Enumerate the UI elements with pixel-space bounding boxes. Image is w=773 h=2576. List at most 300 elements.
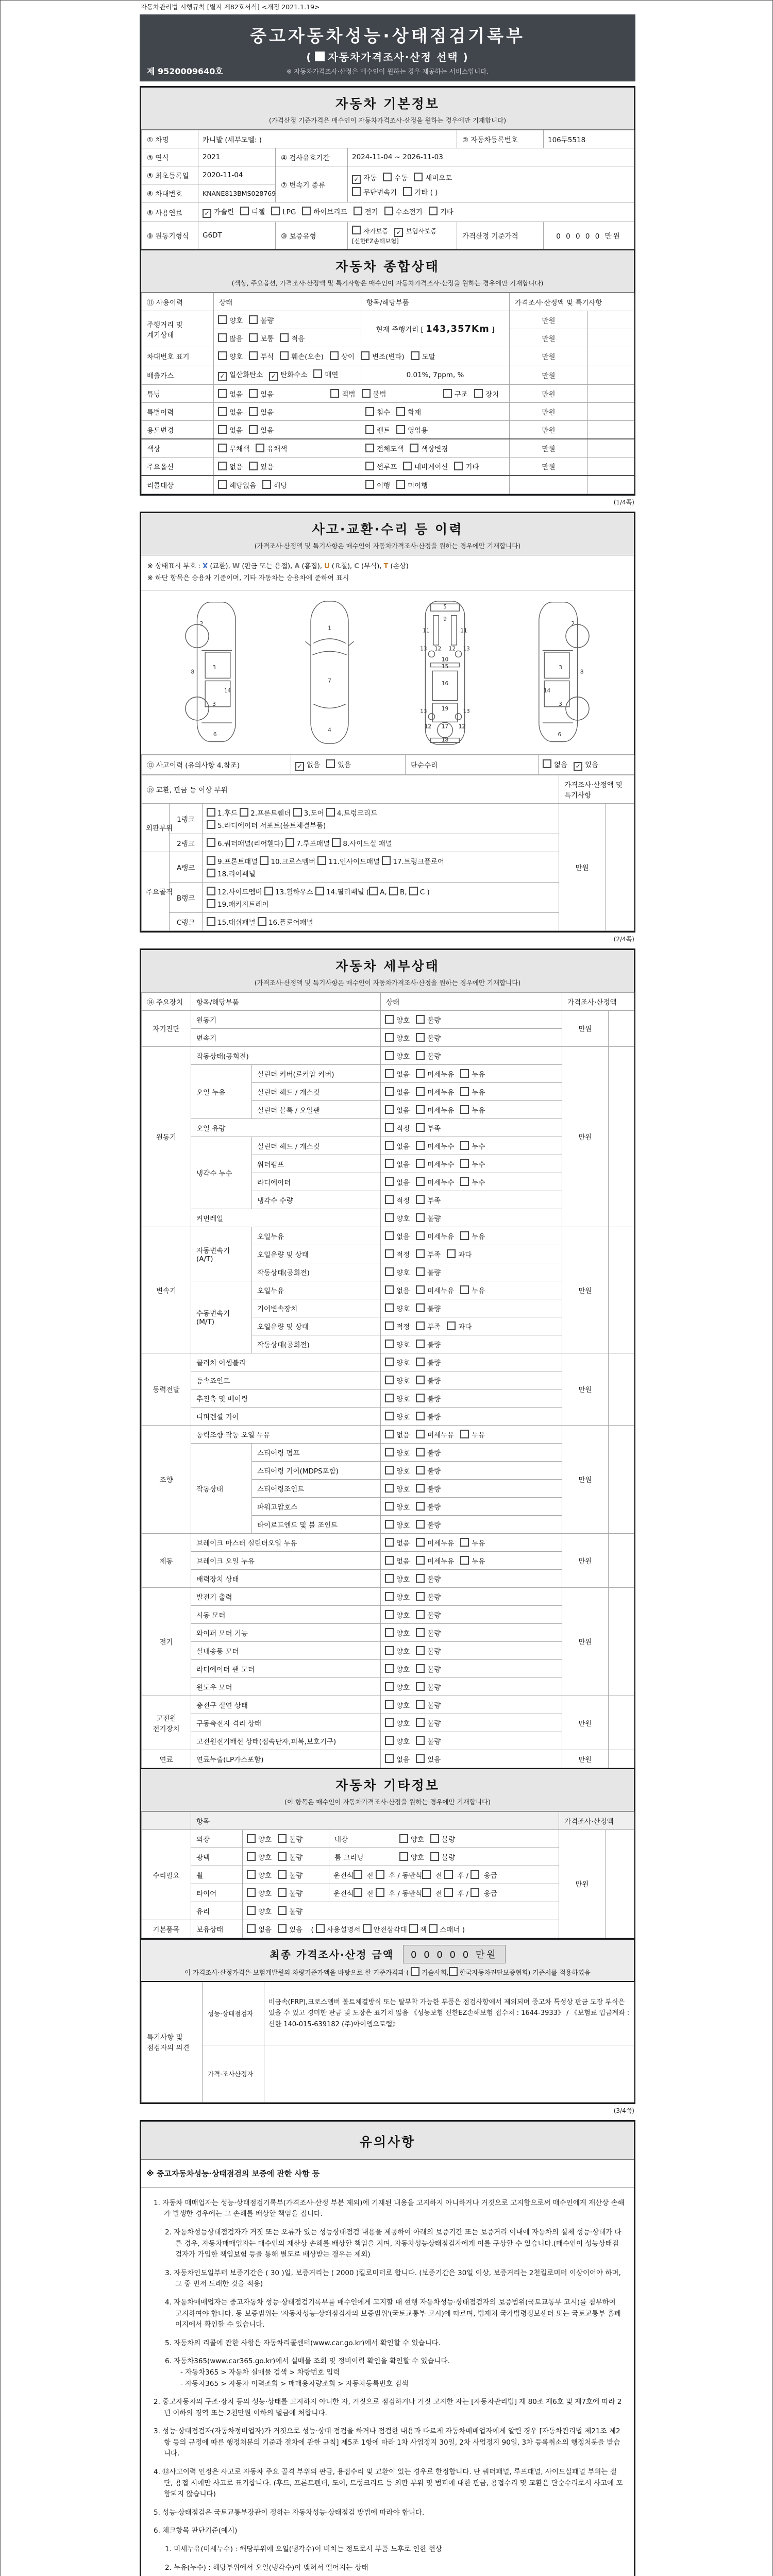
checkbox[interactable] (385, 1303, 394, 1312)
table-row (142, 1605, 634, 1623)
checkbox[interactable] (218, 444, 227, 452)
option (354, 208, 378, 216)
checkbox[interactable] (460, 1231, 469, 1240)
checkbox[interactable] (218, 351, 227, 360)
checkbox[interactable] (416, 1177, 425, 1186)
item-label: 시동 모터 (191, 1605, 381, 1623)
checkbox[interactable] (362, 389, 371, 398)
checkbox[interactable] (416, 1394, 425, 1402)
checkbox[interactable] (460, 1556, 469, 1565)
checkbox[interactable] (416, 1574, 425, 1583)
checkbox[interactable] (460, 1069, 469, 1078)
checkbox[interactable] (278, 1870, 287, 1879)
checkbox[interactable] (409, 1924, 418, 1933)
table-row (142, 202, 634, 222)
checkbox[interactable] (454, 462, 463, 470)
checkbox[interactable] (447, 1249, 456, 1258)
checkbox[interactable] (249, 462, 258, 470)
option-label: 구조 (454, 391, 468, 399)
checkbox[interactable] (218, 389, 227, 398)
option-label: 불량 (427, 1503, 441, 1512)
checkbox[interactable] (207, 808, 215, 817)
other-info-table (141, 1811, 634, 1938)
option (385, 1071, 410, 1079)
state-options (381, 1533, 562, 1551)
checkbox[interactable] (430, 1852, 439, 1861)
checkbox[interactable] (416, 1502, 425, 1511)
checkbox[interactable] (460, 1430, 469, 1438)
table-row (142, 1623, 634, 1641)
checkbox[interactable] (385, 1321, 394, 1330)
checkbox[interactable] (385, 1015, 394, 1024)
checkbox[interactable] (271, 207, 280, 215)
table-row (142, 148, 634, 166)
checkbox[interactable] (385, 1592, 394, 1601)
option-label: 양호 (396, 1359, 410, 1367)
checkbox[interactable] (385, 1285, 394, 1294)
checkbox[interactable] (207, 838, 215, 847)
checkbox[interactable] (330, 389, 339, 398)
checkbox[interactable] (543, 759, 551, 768)
checkbox[interactable] (416, 1015, 425, 1024)
checkbox[interactable] (416, 1033, 425, 1042)
table-row (142, 1641, 634, 1659)
option (385, 1630, 410, 1638)
checkbox[interactable] (330, 351, 339, 360)
checkbox[interactable] (293, 808, 302, 817)
item-label: 오일 유량 (191, 1118, 381, 1137)
checkbox[interactable] (429, 1924, 438, 1933)
checkbox[interactable] (399, 1834, 408, 1843)
checkbox[interactable] (385, 1448, 394, 1456)
checkbox[interactable] (376, 1888, 384, 1897)
checkbox[interactable] (207, 917, 215, 926)
checkbox-checked[interactable]: ✓ (352, 175, 361, 184)
repair-needed-label: 수리필요 (142, 1829, 191, 1920)
checkbox[interactable] (411, 351, 419, 360)
checkbox[interactable] (207, 887, 215, 895)
checkbox[interactable] (385, 1628, 394, 1637)
checkbox[interactable] (403, 462, 412, 470)
checkbox-checked[interactable]: ✓ (295, 762, 304, 771)
checkbox[interactable] (247, 1906, 256, 1915)
checkbox[interactable] (361, 351, 369, 360)
checkbox[interactable] (352, 187, 361, 196)
checkbox[interactable] (385, 1520, 394, 1529)
option-label: 전기 (364, 208, 378, 216)
option (385, 1107, 410, 1115)
checkbox[interactable] (302, 207, 311, 215)
checkbox[interactable] (326, 808, 335, 817)
checkbox[interactable] (460, 1538, 469, 1547)
checkbox[interactable] (218, 480, 227, 489)
checkbox[interactable] (385, 1610, 394, 1619)
checkbox[interactable] (369, 887, 378, 895)
checkbox[interactable] (460, 1177, 469, 1186)
checkbox-checked[interactable]: ✓ (218, 372, 227, 381)
checkbox[interactable] (384, 207, 393, 215)
checkbox[interactable] (385, 1249, 394, 1258)
checkbox[interactable] (416, 1628, 425, 1637)
checkbox[interactable] (285, 838, 294, 847)
page-marker: (3/4쪽) (613, 2107, 634, 2114)
checkbox[interactable] (416, 1448, 425, 1456)
checkbox[interactable] (316, 1924, 325, 1933)
checkbox[interactable] (416, 1051, 425, 1060)
checkbox[interactable] (416, 1682, 425, 1691)
checkbox[interactable] (280, 351, 289, 360)
checkbox[interactable] (280, 333, 289, 342)
checkbox[interactable] (416, 1285, 425, 1294)
checkbox[interactable] (264, 887, 273, 895)
checkbox[interactable] (416, 1358, 425, 1366)
checkbox[interactable] (385, 1682, 394, 1691)
checkbox[interactable] (474, 389, 483, 398)
table-row (142, 385, 634, 403)
checkbox-checked[interactable]: ✓ (203, 209, 211, 218)
checkbox[interactable] (385, 1538, 394, 1547)
option (385, 1539, 410, 1548)
checkbox[interactable] (416, 1466, 425, 1475)
checkbox[interactable] (383, 173, 392, 181)
holding-state-label: 보유상태 (191, 1920, 243, 1938)
notice-number: 2. (165, 2563, 174, 2572)
checkbox[interactable] (396, 480, 405, 489)
state-options (381, 1082, 562, 1100)
checkbox[interactable] (249, 425, 258, 434)
option (416, 1071, 454, 1079)
checkbox[interactable] (207, 856, 215, 865)
checkbox[interactable] (385, 1718, 394, 1727)
cell: 만원 (510, 365, 588, 385)
option (385, 1089, 410, 1097)
checkbox[interactable] (416, 1105, 425, 1114)
checkbox[interactable] (416, 1412, 425, 1420)
checkbox[interactable] (385, 1051, 394, 1060)
checkbox[interactable] (416, 1340, 425, 1348)
checkbox[interactable] (385, 1736, 394, 1745)
item-group-label: 냉각수 누수 (191, 1137, 252, 1209)
checkbox[interactable] (332, 838, 341, 847)
checkbox[interactable] (363, 1924, 372, 1933)
checkbox[interactable] (416, 1610, 425, 1619)
car-diagram-under (413, 598, 477, 747)
checkbox[interactable] (460, 1087, 469, 1096)
notice-number: 1. (154, 2198, 163, 2207)
checkbox[interactable] (444, 1888, 453, 1897)
option (454, 463, 479, 471)
option (352, 174, 377, 182)
checkbox-checked[interactable]: ✓ (394, 228, 403, 237)
notice-number: 5. (154, 2508, 163, 2517)
position-options: 운전석 전 후 / 동반석 전 후 / 응급 (329, 1884, 559, 1902)
checkbox[interactable] (416, 1646, 425, 1655)
checkbox[interactable] (416, 1069, 425, 1078)
checkbox[interactable] (409, 887, 418, 895)
checkbox[interactable] (278, 1906, 287, 1915)
option (399, 1854, 424, 1862)
checkbox[interactable] (416, 1664, 425, 1673)
checkbox[interactable] (385, 1231, 394, 1240)
checkbox[interactable] (416, 1718, 425, 1727)
checkbox[interactable] (416, 1430, 425, 1438)
checkbox[interactable] (354, 207, 362, 215)
notice-item: 2. 누유(누수) : 해당부위에서 오일(냉각수)이 맺혀서 떨어지는 상태 (165, 2563, 368, 2572)
checkbox[interactable] (385, 1412, 394, 1420)
checkbox[interactable] (249, 315, 258, 324)
checkbox[interactable] (470, 1888, 479, 1897)
item-group-label: 수동변속기 (M/T) (191, 1281, 252, 1353)
table-row (142, 1569, 634, 1587)
checkbox[interactable] (414, 173, 423, 181)
option (416, 1594, 441, 1602)
option-label: 도말 (422, 353, 435, 361)
option (430, 1836, 455, 1844)
checkbox[interactable] (249, 407, 258, 416)
checkbox[interactable] (385, 1159, 394, 1168)
checkbox[interactable] (240, 207, 249, 215)
col-state: 상태 (214, 293, 361, 311)
checkbox[interactable] (317, 856, 326, 865)
checkbox[interactable] (365, 407, 374, 416)
option (385, 1035, 410, 1043)
checkbox[interactable] (278, 1834, 287, 1843)
checkbox[interactable] (399, 1852, 408, 1861)
state-options (381, 1461, 562, 1479)
checkbox[interactable] (385, 1267, 394, 1276)
checkbox[interactable] (249, 333, 258, 342)
checkbox[interactable] (247, 1870, 256, 1879)
inspector-remarks: 비금속(FRP),크로스멤버 볼트체결방식 또는 탈부착 가능한 부품은 점검사항에서 제외되며 중고차 특성상 판금 도장 부식은 있을 수 있고 경미한 판금 및 도장은 표기치 않음 《성능보험 신한EZ손해보험 접수처 : 1644-3933》 / 《보험료 입금계좌 : 신한 140-015-639182 (주)아이엠오토랩》 (264, 1981, 634, 2045)
checkbox[interactable] (470, 1870, 479, 1879)
diagram-part-number: 8 (580, 669, 584, 675)
checkbox[interactable] (385, 1502, 394, 1511)
checkbox[interactable] (416, 1736, 425, 1745)
checkbox[interactable] (385, 1484, 394, 1493)
title-note: ※ 자동차가격조사·산정은 매수인이 원하는 경우 제공하는 서비스입니다. (286, 67, 489, 75)
item-label: 기어변속장치 (252, 1299, 381, 1317)
checkbox[interactable] (416, 1213, 425, 1222)
item-label: 파워고압호스 (252, 1497, 381, 1515)
item-label: 오일누유 (252, 1281, 381, 1299)
checkbox[interactable] (416, 1538, 425, 1547)
option-label: 있음 (289, 1925, 303, 1934)
checkbox[interactable] (385, 1664, 394, 1673)
engine-type-value: G6DT (198, 222, 276, 249)
checkbox[interactable] (207, 899, 215, 908)
option-label: 양호 (396, 1647, 410, 1656)
notice-number: 6. (165, 2357, 174, 2366)
option (460, 1557, 485, 1566)
checkbox[interactable] (460, 1159, 469, 1168)
checkbox[interactable] (403, 187, 412, 196)
checkbox[interactable] (260, 856, 268, 865)
checkbox[interactable] (218, 315, 227, 324)
checkbox[interactable] (247, 1834, 256, 1843)
checkbox[interactable] (416, 1159, 425, 1168)
checkbox[interactable] (385, 1556, 394, 1565)
checkbox[interactable] (444, 1870, 453, 1879)
checkbox[interactable] (416, 1754, 425, 1763)
col-price-remarks: 가격조사·산정액 및 특기사항 (510, 293, 634, 311)
checkbox[interactable] (258, 917, 266, 926)
checkbox-checked[interactable]: ✓ (574, 762, 582, 771)
checkbox[interactable] (416, 1195, 425, 1204)
checkbox[interactable] (365, 462, 374, 470)
section-header-basic (141, 88, 634, 130)
table-row (142, 775, 634, 803)
checkbox[interactable] (422, 1870, 431, 1879)
checkbox[interactable] (385, 1754, 394, 1763)
checkbox[interactable] (430, 1834, 439, 1843)
option-label: 누유 (472, 1431, 485, 1439)
option (240, 208, 265, 216)
checkbox[interactable] (460, 1105, 469, 1114)
diagram-part-number: 13 (420, 708, 427, 715)
checkbox[interactable] (247, 1888, 256, 1897)
option-label: 양호 (396, 1701, 410, 1710)
checkbox[interactable] (385, 1033, 394, 1042)
item-label: 변속기 (191, 1028, 381, 1046)
checkbox[interactable] (385, 1340, 394, 1348)
checkbox[interactable] (262, 480, 271, 489)
checkbox[interactable] (385, 1358, 394, 1366)
diagram-part-number: 4 (328, 727, 332, 734)
checkbox[interactable] (396, 407, 405, 416)
state-options (381, 1299, 562, 1317)
checkbox-checked[interactable]: ✓ (269, 372, 278, 381)
checkbox[interactable] (385, 1430, 394, 1438)
cell: 만원 (562, 1425, 609, 1533)
checkbox[interactable] (460, 1285, 469, 1294)
checkbox[interactable] (382, 856, 391, 865)
col-main-device: ⑭ 주요장치 (142, 992, 191, 1010)
cell (361, 439, 510, 457)
checkbox[interactable] (385, 1466, 394, 1475)
checkbox[interactable] (240, 808, 248, 817)
checkbox[interactable] (385, 1087, 394, 1096)
option (414, 174, 452, 182)
checkbox[interactable] (385, 1213, 394, 1222)
option-label: 불량 (427, 1719, 441, 1728)
checkbox[interactable] (278, 1888, 287, 1897)
option (460, 1071, 485, 1079)
checkbox[interactable] (218, 333, 227, 342)
option-label: 불량 (427, 1737, 441, 1746)
checkbox[interactable] (447, 1321, 456, 1330)
checkbox[interactable] (376, 1870, 384, 1879)
checkbox[interactable] (422, 1888, 431, 1897)
item-label: 작동상태(공회전) (191, 1046, 381, 1064)
checkbox[interactable] (385, 1700, 394, 1709)
item-label: 타이로드엔드 및 볼 조인트 (252, 1515, 381, 1533)
cell (243, 1848, 329, 1866)
checkbox[interactable] (429, 207, 438, 215)
checkbox[interactable] (249, 351, 258, 360)
checkbox[interactable] (416, 1556, 425, 1565)
checkbox[interactable] (365, 425, 374, 434)
checkbox[interactable] (449, 1967, 458, 1976)
checkbox[interactable] (416, 1123, 425, 1132)
checkbox[interactable] (416, 1087, 425, 1096)
option-label: 양호 (396, 1683, 410, 1692)
checkbox[interactable] (218, 425, 227, 434)
checkbox[interactable] (416, 1484, 425, 1493)
checkbox[interactable] (385, 1123, 394, 1132)
state-options (381, 1028, 562, 1046)
checkbox[interactable] (385, 1141, 394, 1150)
checkbox[interactable] (389, 887, 398, 895)
checkbox[interactable] (354, 1870, 362, 1879)
checkbox[interactable] (416, 1303, 425, 1312)
checkbox[interactable] (218, 462, 227, 470)
checkbox[interactable] (352, 226, 361, 234)
checkbox[interactable] (354, 1888, 362, 1897)
checkbox[interactable] (416, 1267, 425, 1276)
checkbox[interactable] (416, 1249, 425, 1258)
checkbox[interactable] (247, 1852, 256, 1861)
option (416, 1215, 441, 1223)
checkbox[interactable] (249, 389, 258, 398)
checkbox[interactable] (315, 887, 324, 895)
checkbox[interactable] (385, 1195, 394, 1204)
checkbox[interactable] (385, 1069, 394, 1078)
checkbox[interactable] (278, 1852, 287, 1861)
option-label: 불량 (427, 1395, 441, 1403)
checkbox[interactable] (365, 480, 374, 489)
checkbox[interactable] (416, 1321, 425, 1330)
option (416, 1233, 454, 1241)
checkbox[interactable] (385, 1394, 394, 1402)
checkbox[interactable] (278, 1924, 287, 1933)
box-detail (140, 948, 635, 2104)
checkbox[interactable] (416, 1592, 425, 1601)
checkbox[interactable] (416, 1520, 425, 1529)
option-label: 불량 (427, 1377, 441, 1385)
table-row (142, 1714, 634, 1732)
checkbox[interactable] (416, 1141, 425, 1150)
checkbox[interactable] (416, 1700, 425, 1709)
checkbox[interactable] (365, 444, 374, 452)
checkbox[interactable] (385, 1105, 394, 1114)
option-label: 적정 (396, 1196, 410, 1205)
checkbox[interactable] (416, 1231, 425, 1240)
checkbox[interactable] (218, 407, 227, 416)
notice-item: 6. 자동차365(www.car365.go.kr)에서 실매물 조회 및 정비이력 확인을 확인할 수 있습니다. - 자동차365 > 자동차 실매물 검색 > 차량번호 입력 - 자동차365 > 자동차 이력조회 > 매매용차량조회 > 자동차등록번호 검색 (162, 2356, 625, 2389)
option-label: 있음 (260, 391, 274, 399)
checkbox[interactable] (385, 1574, 394, 1583)
state-options (381, 1209, 562, 1227)
option-label: 양호 (396, 1034, 410, 1043)
checkbox[interactable] (326, 759, 335, 768)
checkbox[interactable] (416, 1376, 425, 1384)
checkbox[interactable] (411, 1967, 419, 1976)
checkbox[interactable] (385, 1376, 394, 1384)
checkbox[interactable] (460, 1141, 469, 1150)
checkbox[interactable] (443, 389, 452, 398)
checkbox[interactable] (385, 1177, 394, 1186)
checkbox[interactable] (410, 444, 418, 452)
checkbox[interactable] (247, 1924, 256, 1933)
option-label: 양호 (396, 1268, 410, 1277)
checkbox[interactable] (207, 820, 215, 829)
checkbox[interactable] (385, 1646, 394, 1655)
checkbox[interactable] (256, 444, 264, 452)
checkbox[interactable] (396, 425, 405, 434)
checkbox[interactable] (313, 369, 322, 378)
car-diagram-side-left (182, 598, 246, 747)
checkbox[interactable] (207, 869, 215, 877)
